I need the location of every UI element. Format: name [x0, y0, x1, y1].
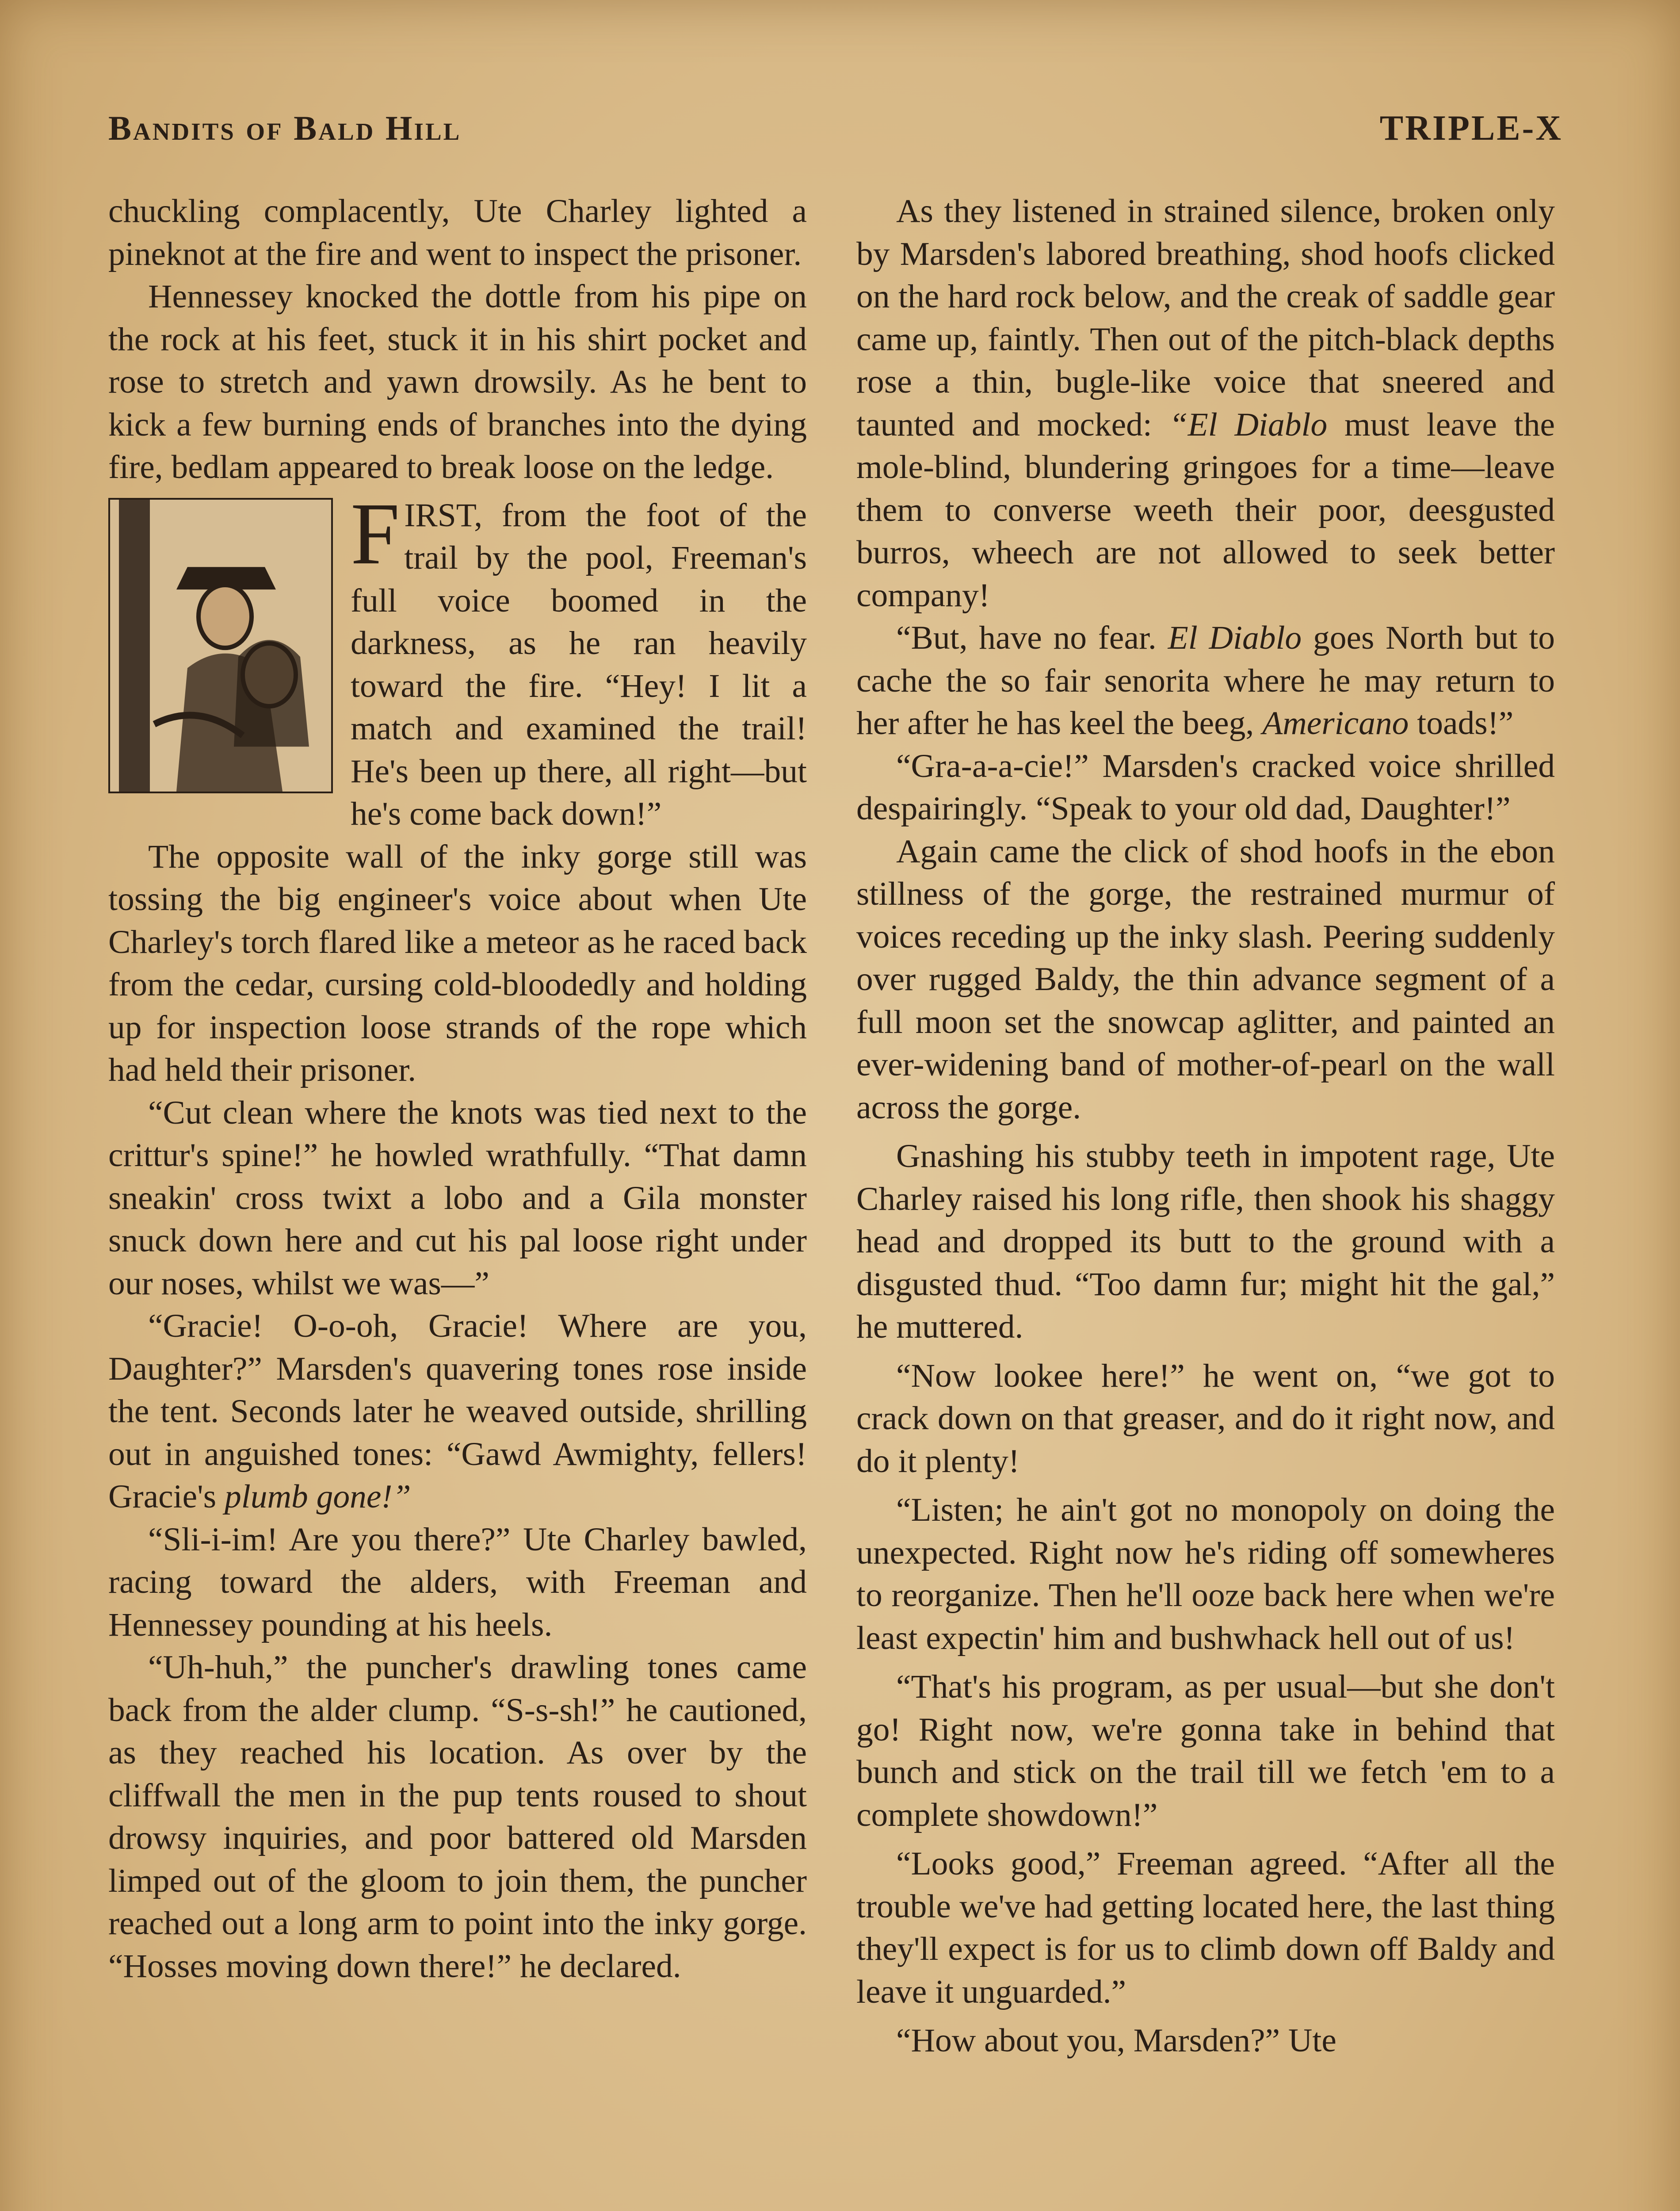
- paragraph: [856, 617, 1555, 745]
- paragraph-text: As they listened in strained silence, broken only by Marsden's labored breathing, shod hoofs clicked on the hard rock below, and the creak of saddle gear came up, faintly. Then out of the pitch-black depths rose a thin, bugle-like voice that sneered and taunted and mocked:: [856, 193, 1555, 443]
- paragraph: Gnashing his stubby teeth in impotent rage, Ute Charley raised his long rifle, then shook his shaggy head and dropped its butt to the ground with a disgusted thud. “Too damn fur; might hit the gal,” he muttered.: [856, 1138, 1555, 1345]
- paragraph: [856, 190, 1555, 617]
- paragraph-text: “But, have no fear.: [896, 620, 1168, 656]
- paragraph-text: goes North but to cache the so fair senorita where he may return to her after he has keel the beeg,: [856, 620, 1555, 742]
- right-column: [856, 190, 1555, 2062]
- paragraph: “Looks good,” Freeman agreed. “After all the trouble we've had getting located here, the last thing they'll expect is for us to climb down off Baldy and leave it unguarded.”: [856, 1845, 1555, 2010]
- emphasis-text: “El Diablo: [1169, 406, 1328, 443]
- emphasis-text: plumb gone!”: [225, 1478, 411, 1515]
- paragraph: “Listen; he ain't got no monopoly on doing the unexpected. Right now he's riding off somewheres to reorganize. Then he'll ooze back here when we're least expectin' him and bushwhack hell out of us!: [856, 1492, 1555, 1656]
- paragraph: chuckling complacently, Ute Charley lighted a pineknot at the fire and went to inspect the prisoner.: [108, 193, 807, 272]
- magazine-title: TRIPLE-X: [1379, 108, 1563, 148]
- paragraph-text: “Gracie! O-o-oh, Gracie! Where are you, Daughter?” Marsden's quavering tones rose inside the tent. Seconds later he weaved outside, shrilling out in anguished tones: “Gawd Awmighty, fellers! Gracie's: [108, 1308, 807, 1515]
- paragraph: IRST, from the foot of the trail by the pool, Freeman's full voice boomed in the darkness, as he ran heavily toward the fire. “Hey! I lit a match and examined the trail! He's been up there, all right—but he's come back down!”: [351, 497, 807, 832]
- story-title: Bandits of Bald Hill: [108, 109, 462, 147]
- paragraph: “Cut clean where the knots was tied next to the crittur's spine!” he howled wrathfully. “That damn sneakin' cross twixt a lobo and a Gila monster snuck down here and cut his pal loose right under our noses, whilst we was—”: [108, 1094, 807, 1302]
- paragraph: “Gra-a-a-cie!” Marsden's cracked voice shrilled despairingly. “Speak to your old dad, Daughter!”: [856, 747, 1555, 827]
- paragraph: “Sli-i-im! Are you there?” Ute Charley bawled, racing toward the alders, with Freeman and Hennessey pounding at his heels.: [108, 1521, 807, 1643]
- paragraph: “Now lookee here!” he went on, “we got to crack down on that greaser, and do it right now, and do it plenty!: [856, 1357, 1555, 1480]
- running-head: [108, 102, 1563, 155]
- paragraph: Again came the click of shod hoofs in the ebon stillness of the gorge, the restrained murmur of voices receding up the inky slash. Peering suddenly over rugged Baldy, the thin advance segment of a full moon set the snowcap aglitter, and painted an ever-widening band of mother-of-pearl on the wall across the gorge.: [856, 833, 1555, 1126]
- paragraph-text: must leave the mole-blind, blundering gringoes for a time—leave them to converse weeth their poor, deesgusted burros, wheech are not allowed to seek better company!: [856, 406, 1555, 614]
- drop-cap-section: [108, 485, 807, 836]
- paragraph: “How about you, Marsden?” Ute: [896, 2022, 1336, 2059]
- drop-cap: F: [351, 485, 400, 583]
- paragraph: The opposite wall of the inky gorge still was tossing the big engineer's voice about when Ute Charley's torch flared like a meteor as he raced back from the cedar, cursing cold-bloodedly and holding up for inspection loose strands of the rope which had held their prisoner.: [108, 838, 807, 1088]
- emphasis-text: El Diablo: [1168, 620, 1302, 656]
- paragraph: “That's his program, as per usual—but she don't go! Right now, we're gonna take in behind that bunch and stick on the trail till we fetch 'em to a complete showdown!”: [856, 1668, 1555, 1833]
- paragraph-text: toads!”: [1409, 705, 1514, 742]
- left-column: [108, 190, 807, 1988]
- paragraph: “Uh-huh,” the puncher's drawling tones came back from the alder clump. “S-s-sh!” he cautioned, as they reached his location. As over by the cliffwall the men in the pup tents roused to shout drowsy inquiries, and poor battered old Marsden limped out of the gloom to join them, the puncher reached out a long arm to point into the inky gorge. “Hosses moving down there!” he declared.: [108, 1649, 807, 1985]
- illustration-bandit-and-girl: [108, 498, 333, 793]
- paragraph: Hennessey knocked the dottle from his pipe on the rock at his feet, stuck it in his shirt pocket and rose to stretch and yawn drowsily. As he bent to kick a few burning ends of branches into the dying fire, bedlam appeared to break loose on the ledge.: [108, 278, 807, 486]
- emphasis-text: Americano: [1262, 705, 1409, 742]
- paragraph: [108, 1305, 807, 1519]
